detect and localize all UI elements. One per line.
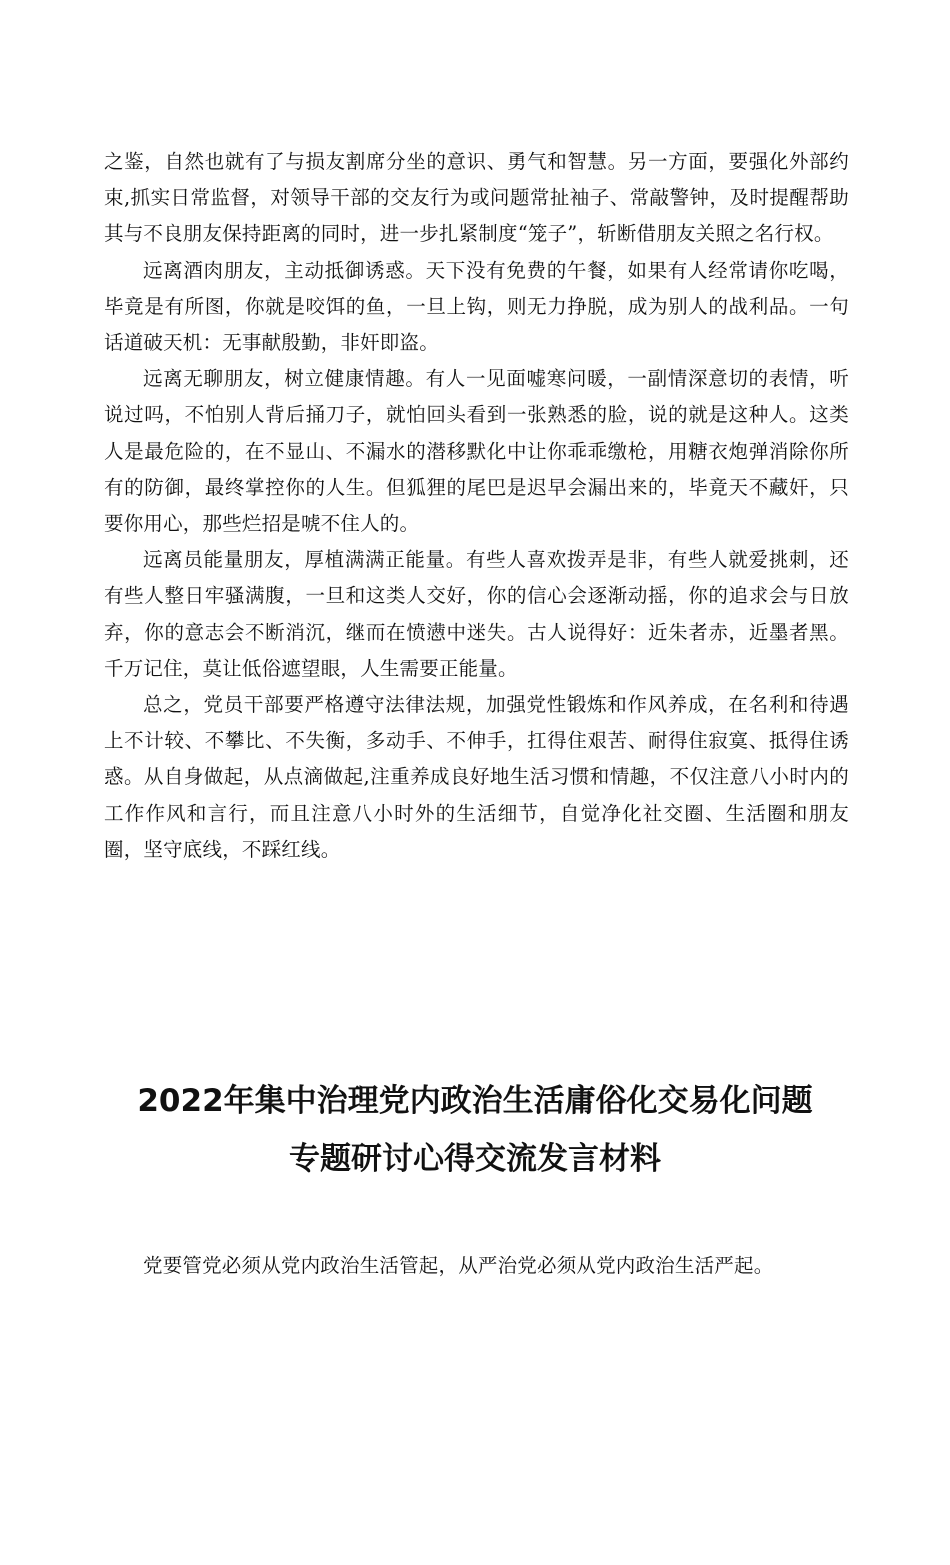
body-text xyxy=(104,144,849,868)
title-line-2: 专题研讨心得交流发言材料 xyxy=(289,1141,661,1177)
document-title xyxy=(80,1072,870,1188)
intro-paragraph: 党要管党必须从党内政治生活管起，从严治党必须从党内政治生活严起。 xyxy=(143,1254,774,1277)
paragraph-jiurou-friends: 远离酒肉朋友，主动抵御诱惑。天下没有免费的午餐，如果有人经常请你吃喝，毕竟是有所图，你就是咬饵的鱼，一旦上钩，则无力挣脱，成为别人的战利品。一句话道破天机：无事献殷勤，非奸即盗。 xyxy=(104,258,849,355)
intro-text xyxy=(104,1248,864,1284)
paragraph-conclusion: 总之，党员干部要严格遵守法律法规，加强党性锻炼和作风养成，在名利和待遇上不计较、不攀比、不失衡，多动手、不伸手，扛得住艰苦、耐得住寂寞、抵得住诱惑。从自身做起，从点滴做起,注重养成良好地生活习惯和情趣，不仅注意八小时内的工作作风和言行，而且注意八小时外的生活细节，自觉净化社交圈、生活圈和朋友圈，坚守底线，不踩红线。 xyxy=(104,693,849,861)
paragraph-continuation: 之鉴，自然也就有了与损友割席分坐的意识、勇气和智慧。另一方面，要强化外部约束,抓实日常监督，对领导干部的交友行为或问题常扯袖子、常敲警钟，及时提醒帮助其与不良朋友保持距离的同时，进一步扎紧制度“笼子”，斩断借朋友关照之名行权。 xyxy=(104,150,849,246)
title-line-1: 2022年集中治理党内政治生活庸俗化交易化问题 xyxy=(137,1083,813,1119)
paragraph-negative-friends: 远离员能量朋友，厚植满满正能量。有些人喜欢拨弄是非，有些人就爱挑刺，还有些人整日牢骚满腹，一旦和这类人交好，你的信心会逐渐动摇，你的追求会与日放弃，你的意志会不断消沉，继而在愤懑中迷失。古人说得好：近朱者赤，近墨者黑。千万记住，莫让低俗遮望眼，人生需要正能量。 xyxy=(104,548,849,680)
paragraph-wuliao-friends: 远离无聊朋友，树立健康情趣。有人一见面嘘寒问暖，一副情深意切的表情，听说过吗，不怕别人背后捅刀子，就怕回头看到一张熟悉的脸，说的就是这种人。这类人是最危险的，在不显山、不漏水的潜移默化中让你乖乖缴枪，用糖衣炮弹消除你所有的防御，最终掌控你的人生。但狐狸的尾巴是迟早会漏出来的，毕竟天不藏奸，只要你用心，那些烂招是唬不住人的。 xyxy=(104,367,849,536)
